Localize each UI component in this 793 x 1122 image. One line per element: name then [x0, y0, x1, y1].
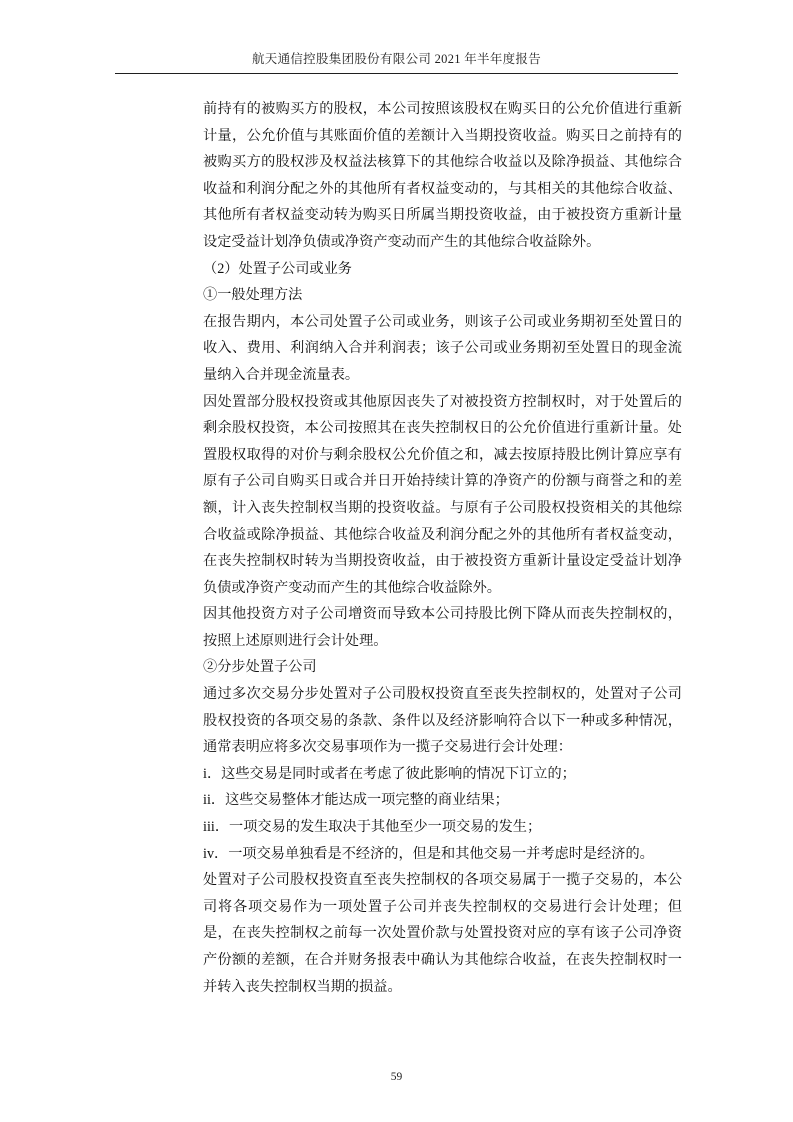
paragraph-continuation: 前持有的被购买方的股权，本公司按照该股权在购买日的公允价值进行重新计量，公允价值与其账面价值的差额计入当期投资收益。购买日之前持有的被购买方的股权涉及权益法核算下的其他综合收益以及除净损益、其他综合收益和利润分配之外的其他所有者权益变动的，与其相关的其他综合收益、其他所有者权益变动转为购买日所属当期投资收益，由于被投资方重新计量设定受益计划净负债或净资产变动而产生的其他综合收益除外。	[203, 101, 682, 250]
paragraph: 处置对子公司股权投资直至丧失控制权的各项交易属于一揽子交易的，本公司将各项交易作为一项处置子公司并丧失控制权的交易进行会计处理；但是，在丧失控制权之前每一次处置价款与处置投资对应的享有该子公司净资产份额的差额，在合并财务报表中确认为其他综合收益，在丧失控制权时一并转入丧失控制权当期的损益。	[203, 872, 682, 995]
subsection-heading-stepwise-disposal: ②分步处置子公司	[203, 659, 317, 676]
document-body	[203, 96, 682, 1000]
subsection-heading-general-method: ①一般处理方法	[203, 287, 303, 304]
paragraph: 因处置部分股权投资或其他原因丧失了对被投资方控制权时，对于处置后的剩余股权投资，本公司按照其在丧失控制权日的公允价值进行重新计量。处置股权取得的对价与剩余股权公允价值之和，减去按原持股比例计算应享有原有子公司自购买日或合并日开始持续计算的净资产的份额与商誉之和的差额，计入丧失控制权当期的投资收益。与原有子公司股权投资相关的其他综合收益或除净损益、其他综合收益及利润分配之外的其他所有者权益变动，在丧失控制权时转为当期投资收益，由于被投资方重新计量设定受益计划净负债或净资产变动而产生的其他综合收益除外。	[203, 393, 682, 596]
list-item-roman-i: i．这些交易是同时或者在考虑了彼此影响的情况下订立的；	[203, 765, 576, 782]
list-item-roman-iii: iii．一项交易的发生取决于其他至少一项交易的发生；	[203, 819, 542, 836]
list-item-roman-iv: iv．一项交易单独看是不经济的，但是和其他交易一并考虑时是经济的。	[203, 845, 654, 862]
paragraph: 在报告期内，本公司处置子公司或业务，则该子公司或业务期初至处置日的收入、费用、利润纳入合并利润表；该子公司或业务期初至处置日的现金流量纳入合并现金流量表。	[203, 313, 682, 383]
page-number: 59	[390, 1071, 403, 1083]
section-heading-dispose-subsidiary: （2）处置子公司或业务	[203, 260, 352, 277]
list-item-roman-ii: ii．这些交易整体才能达成一项完整的商业结果；	[203, 792, 509, 809]
paragraph: 通过多次交易分步处置对子公司股权投资直至丧失控制权的，处置对子公司股权投资的各项交易的条款、条件以及经济影响符合以下一种或多种情况，通常表明应将多次交易事项作为一揽子交易进行会计处理：	[203, 686, 682, 756]
header-divider	[115, 73, 678, 74]
paragraph: 因其他投资方对子公司增资而导致本公司持股比例下降从而丧失控制权的，按照上述原则进行会计处理。	[203, 606, 682, 649]
page-header-title: 航天通信控股集团股份有限公司 2021 年半年度报告	[251, 52, 542, 66]
